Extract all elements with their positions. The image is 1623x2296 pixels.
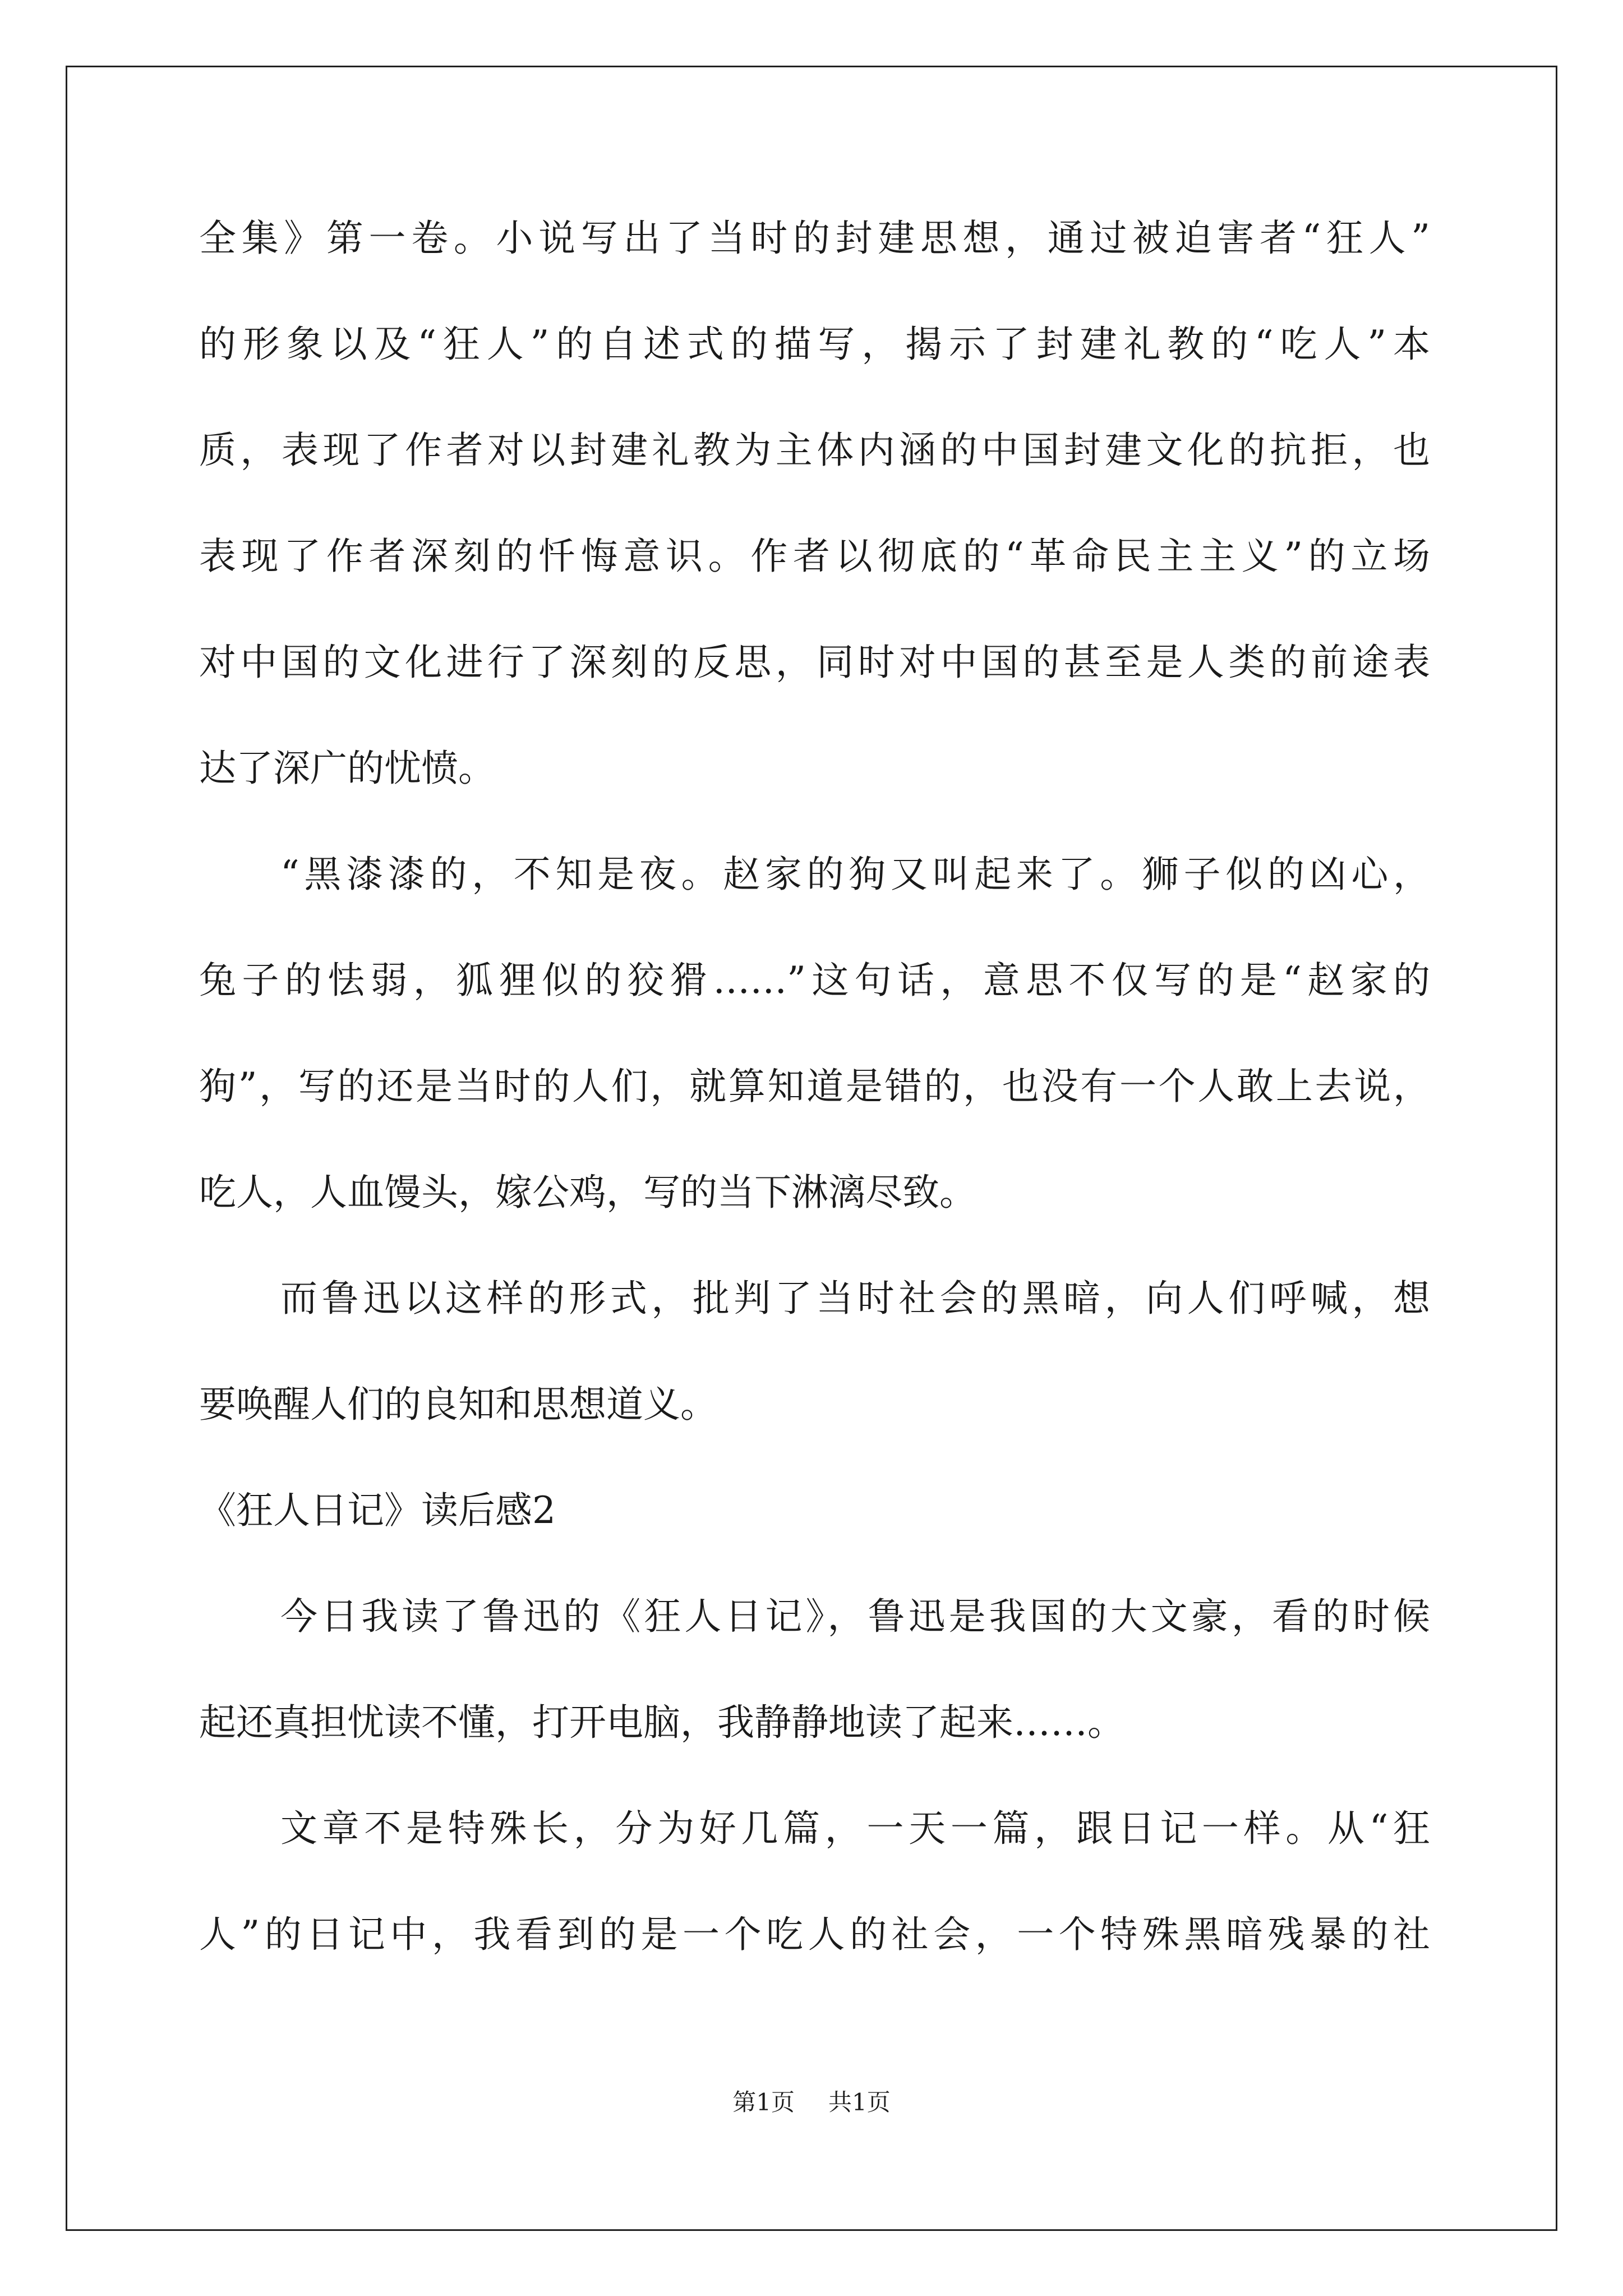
page-footer [0, 2086, 1623, 2119]
page-total: 共1页 [828, 2088, 891, 2116]
text-line: 狗”，写的还是当时的人们，就算知道是错的，也没有一个人敢上去说， [199, 1065, 1430, 1108]
text-line: 的形象以及“狂人”的自述式的描写，揭示了封建礼教的“吃人”本 [199, 323, 1430, 366]
page-number: 第1页 [732, 2088, 795, 2116]
text-line: 质，表现了作者对以封建礼教为主体内涵的中国封建文化的抗拒，也 [199, 429, 1430, 472]
text-line: 而鲁迅以这样的形式，批判了当时社会的黑暗，向人们呼喊，想 [280, 1277, 1430, 1320]
text-line: 表现了作者深刻的忏悔意识。作者以彻底的“革命民主主义”的立场 [199, 535, 1430, 578]
text-line: 达了深广的忧愤。 [199, 747, 495, 790]
text-line: 全集》第一卷。小说写出了当时的封建思想，通过被迫害者“狂人” [199, 217, 1430, 260]
text-line: 要唤醒人们的良知和思想道义。 [199, 1383, 717, 1426]
text-line: 对中国的文化进行了深刻的反思，同时对中国的甚至是人类的前途表 [199, 641, 1430, 684]
text-line: 文章不是特殊长，分为好几篇，一天一篇，跟日记一样。从“狂 [280, 1807, 1430, 1850]
text-line: 兔子的怯弱，狐狸似的狡猾……”这句话，意思不仅写的是“赵家的 [199, 959, 1430, 1002]
text-line: “黑漆漆的，不知是夜。赵家的狗又叫起来了。狮子似的凶心， [280, 853, 1430, 896]
text-line: 吃人，人血馒头，嫁公鸡，写的当下淋漓尽致。 [199, 1171, 976, 1214]
document-body [199, 208, 1430, 2010]
text-line: 人”的日记中，我看到的是一个吃人的社会，一个特殊黑暗残暴的社 [199, 1913, 1430, 1956]
text-line: 今日我读了鲁迅的《狂人日记》，鲁迅是我国的大文豪，看的时候 [280, 1595, 1430, 1638]
text-line: 起还真担忧读不懂，打开电脑，我静静地读了起来……。 [199, 1701, 1124, 1744]
section-heading: 《狂人日记》读后感2 [199, 1489, 556, 1532]
